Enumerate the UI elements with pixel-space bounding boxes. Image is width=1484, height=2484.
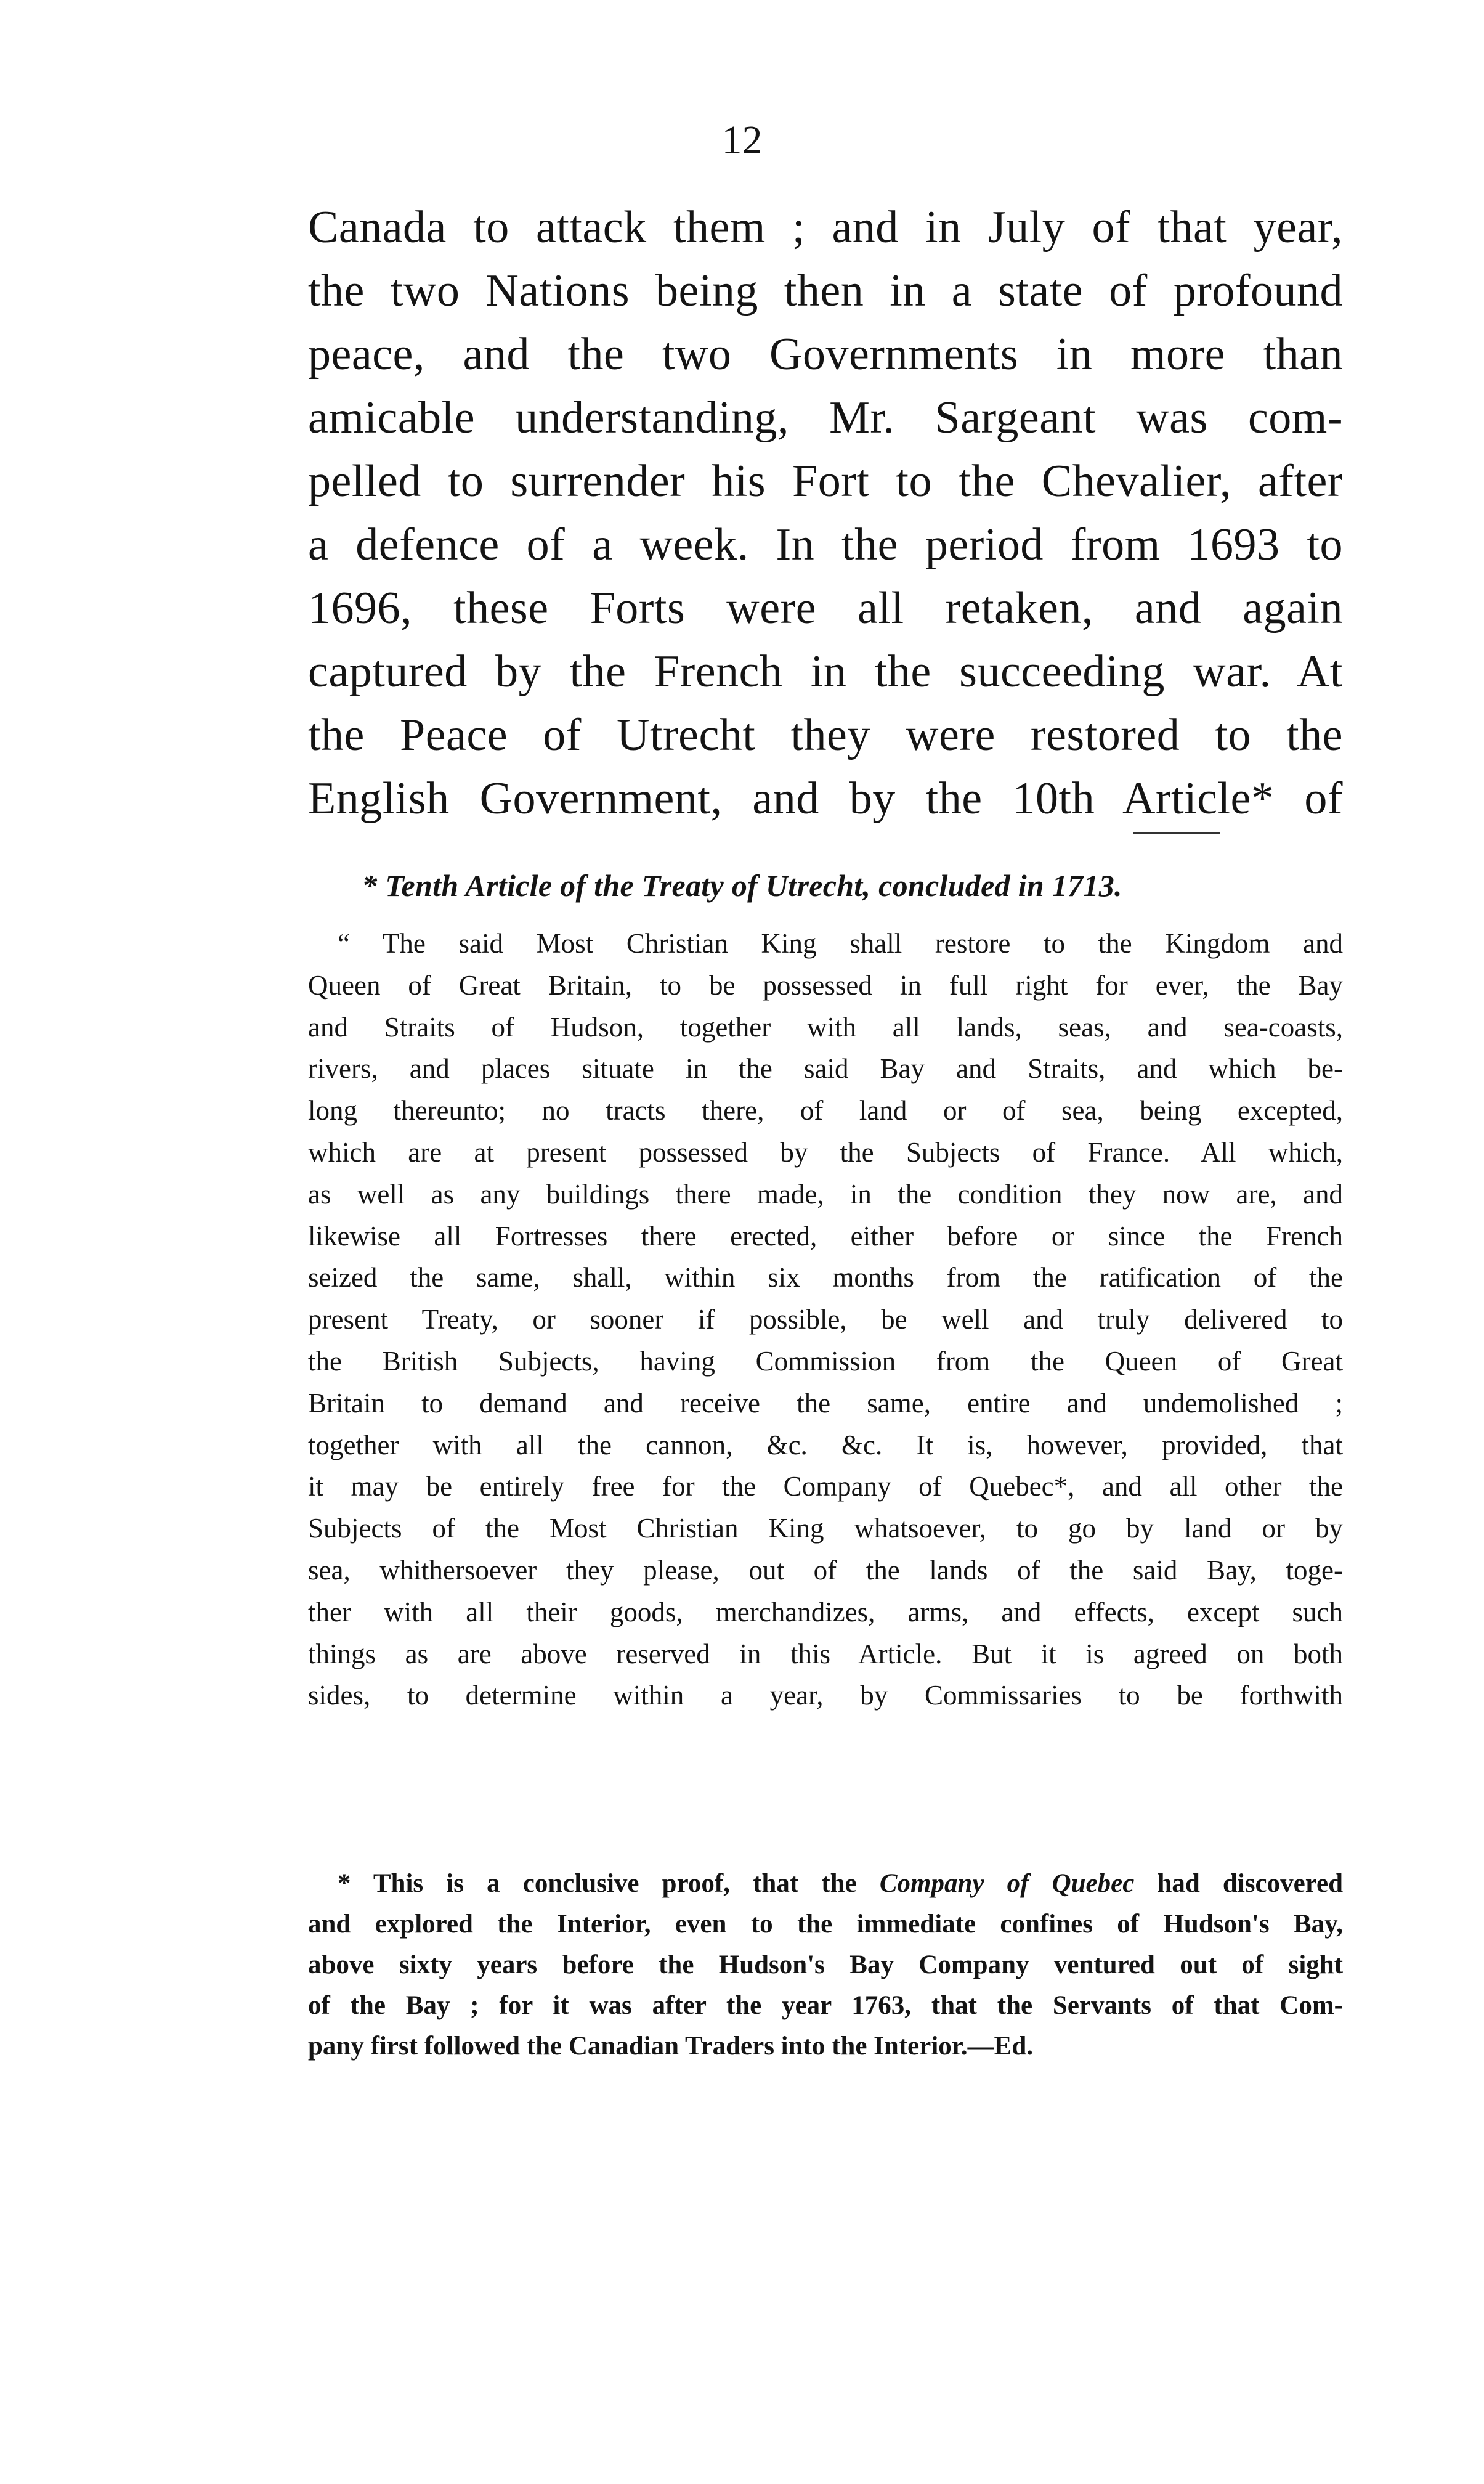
treaty-line: Queen of Great Britain, to be possessed in full right for ever, the Bay [308, 969, 1343, 1001]
footnote-text: * This is a conclusive proof, that the [338, 1869, 880, 1898]
treaty-line: “ The said Most Christian King shall restore to the Kingdom and [338, 928, 1343, 959]
footnote-line [308, 1863, 1343, 1904]
body-line: 1696, these Forts were all retaken, and again [308, 583, 1343, 633]
body-line: captured by the French in the succeeding war. At [308, 646, 1343, 697]
treaty-line: present Treaty, or sooner if possible, be well and truly delivered to [308, 1304, 1343, 1335]
footnote-line: pany first followed the Canadian Traders into the Interior.—Ed. [308, 2032, 1033, 2061]
treaty-line: Subjects of the Most Christian King whatsoever, to go by land or by [308, 1513, 1343, 1544]
treaty-line: seized the same, shall, within six months from the ratification of the [308, 1262, 1343, 1293]
treaty-line: long thereunto; no tracts there, of land or of sea, being excepted, [308, 1095, 1343, 1126]
section-divider [1133, 832, 1220, 834]
page-number: 12 [721, 118, 763, 163]
body-line: pelled to surrender his Fort to the Chevalier, after [308, 456, 1343, 507]
body-line: English Government, and by the 10th Article* of [308, 773, 1343, 824]
treaty-quotation [308, 923, 1343, 1717]
treaty-heading: * Tenth Article of the Treaty of Utrecht, concluded in 1713. [362, 868, 1122, 903]
treaty-line: Britain to demand and receive the same, entire and undemolished ; [308, 1387, 1343, 1419]
body-line: a defence of a week. In the period from 1693 to [308, 519, 1343, 570]
body-line: the Peace of Utrecht they were restored to the [308, 710, 1343, 760]
footnote-line: and explored the Interior, even to the immediate confines of Hudson's Bay, [308, 1910, 1343, 1939]
treaty-line: rivers, and places situate in the said Bay and Straits, and which be- [308, 1053, 1343, 1085]
editor-footnote [308, 1863, 1343, 2067]
treaty-line: ther with all their goods, merchandizes, arms, and effects, except such [308, 1596, 1343, 1627]
footnote-company-name: Company of Quebec [879, 1869, 1135, 1898]
treaty-line: things as are above reserved in this Article. But it is agreed on both [308, 1638, 1343, 1669]
footnote-line: above sixty years before the Hudson's Bay Company ventured out of sight [308, 1950, 1343, 1979]
treaty-line: together with all the cannon, &c. &c. It is, however, provided, that [308, 1429, 1343, 1460]
treaty-line: which are at present possessed by the Subjects of France. All which, [308, 1136, 1343, 1168]
treaty-line: it may be entirely free for the Company of Quebec*, and all other the [308, 1471, 1343, 1502]
body-line: the two Nations being then in a state of profound [308, 266, 1343, 316]
treaty-line: the British Subjects, having Commission from the Queen of Great [308, 1345, 1343, 1377]
body-line: peace, and the two Governments in more than [308, 329, 1343, 380]
body-line: amicable understanding, Mr. Sargeant was com- [308, 393, 1343, 443]
treaty-line: and Straits of Hudson, together with all lands, seas, and sea-coasts, [308, 1011, 1343, 1043]
body-line: Canada to attack them ; and in July of that year, [308, 202, 1343, 253]
footnote-line: of the Bay ; for it was after the year 1763, that the Servants of that Com- [308, 1991, 1343, 2020]
treaty-line: sides, to determine within a year, by Commissaries to be forthwith [308, 1680, 1343, 1711]
treaty-line: likewise all Fortresses there erected, either before or since the French [308, 1220, 1343, 1252]
main-body-text [308, 196, 1343, 831]
treaty-line: as well as any buildings there made, in the condition they now are, and [308, 1178, 1343, 1210]
footnote-text: had discovered [1134, 1869, 1344, 1898]
treaty-line: sea, whithersoever they please, out of the lands of the said Bay, toge- [308, 1554, 1343, 1586]
